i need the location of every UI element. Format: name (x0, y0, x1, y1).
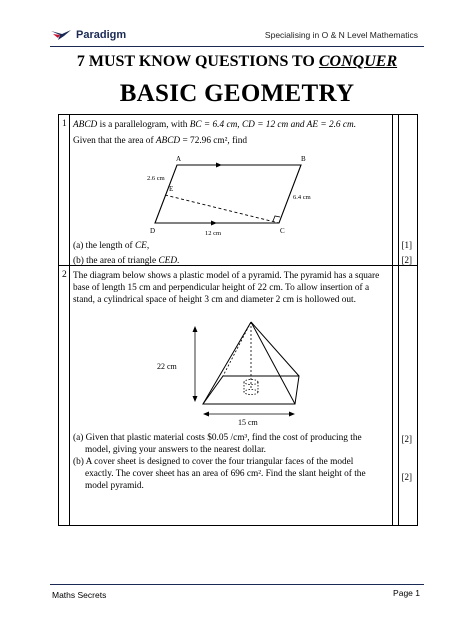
q1-part-var: CED (158, 256, 178, 266)
q2-part-b-line: (b) A cover sheet is designed to cover the four triangular faces of the model (73, 457, 354, 467)
q1-text: Given that the area of (73, 136, 156, 146)
q1-part-b (73, 255, 387, 267)
q2-part-b-line: exactly. The cover sheet has an area of 696 cm². Find the slant height of the (85, 469, 366, 479)
table-divider (69, 115, 70, 525)
title-emphasis: CONQUER (318, 53, 398, 70)
q1-part-text: (b) the area of triangle (73, 256, 159, 266)
q1-part-text: , (146, 241, 150, 251)
footer-rule (50, 584, 424, 585)
q2-line: base of length 15 cm and perpendicular height of 22 cm. To allow insertion of a (73, 283, 370, 293)
hidden-edge (223, 322, 251, 376)
q2-part-b-line: model pyramid. (85, 481, 144, 491)
ae-length-label: 2.6 cm (147, 175, 165, 182)
arrowhead (193, 396, 198, 402)
q1-part-var: CE (134, 241, 147, 251)
mark-allocation: [1] (401, 240, 412, 250)
q1-statement (73, 119, 387, 131)
height-label: 22 cm (157, 362, 177, 371)
arrowhead (193, 326, 198, 332)
wing-logo-icon (50, 29, 72, 41)
parallelogram-shape (155, 165, 301, 223)
pyramid-edge (251, 322, 299, 376)
q1-part-text: . (177, 256, 180, 266)
table-divider (398, 115, 399, 525)
header-tagline: Specialising in O & N Level Mathematics (264, 30, 418, 40)
header-rule (50, 46, 424, 47)
q1-area-given (73, 135, 387, 147)
q1-var: ABCD (155, 136, 181, 146)
q2-line: The diagram below shows a plastic model of a pyramid. The pyramid has a square (73, 271, 380, 281)
base-label: 15 cm (238, 418, 258, 427)
arrowhead (203, 412, 209, 417)
dc-length-label: 12 cm (205, 230, 222, 237)
vertex-label-a: A (176, 155, 182, 163)
pyramid-diagram (159, 314, 319, 426)
bc-length-label: 6.4 cm (293, 194, 311, 201)
cylinder-bottom (244, 390, 258, 395)
mark-allocation: [2] (401, 255, 412, 265)
table-divider (392, 115, 393, 525)
mark-allocation: [2] (401, 472, 412, 482)
mark-allocation: [2] (401, 434, 412, 444)
parallelogram-diagram (149, 155, 319, 241)
vertex-label-e: E (169, 185, 174, 193)
question-number: 2 (62, 270, 67, 280)
paradigm-logo (50, 27, 126, 43)
q1-text: is a parallelogram, with (97, 120, 190, 130)
page-title (0, 53, 474, 71)
q1-givens: BC = 6.4 cm, CD = 12 cm and AE = 2.6 cm. (189, 120, 357, 130)
arrowhead (216, 163, 222, 168)
footer-title: Maths Secrets (52, 590, 107, 600)
q2-line: stand, a cylindrical space of height 3 cm and diameter 2 cm is hollowed out. (73, 295, 356, 305)
arrowhead (289, 412, 295, 417)
brand-name: Paradigm (76, 29, 127, 41)
q1-var: ABCD (73, 120, 98, 130)
q1-text: = 72.96 cm², find (180, 136, 248, 146)
q2-part-a-line: (a) Given that plastic material costs $0.05 /cm³, find the cost of producing the (73, 433, 362, 443)
title-prefix: 7 MUST KNOW QUESTIONS TO (76, 53, 319, 70)
page-subtitle: BASIC GEOMETRY (119, 80, 355, 107)
right-angle-mark (273, 216, 280, 221)
question-number: 1 (62, 119, 67, 129)
q1-part-a (73, 240, 387, 252)
vertex-label-c: C (280, 227, 285, 235)
questions-table (58, 114, 418, 526)
vertex-label-b: B (301, 155, 306, 163)
dashed-ec (165, 195, 279, 223)
vertex-label-d: D (150, 227, 156, 235)
page-number: Page 1 (393, 588, 420, 598)
q2-part-a-line: model, giving your answers to the nearest dollar. (85, 445, 266, 455)
q1-part-text: (a) the length of (73, 241, 135, 251)
arrowhead (211, 221, 217, 226)
